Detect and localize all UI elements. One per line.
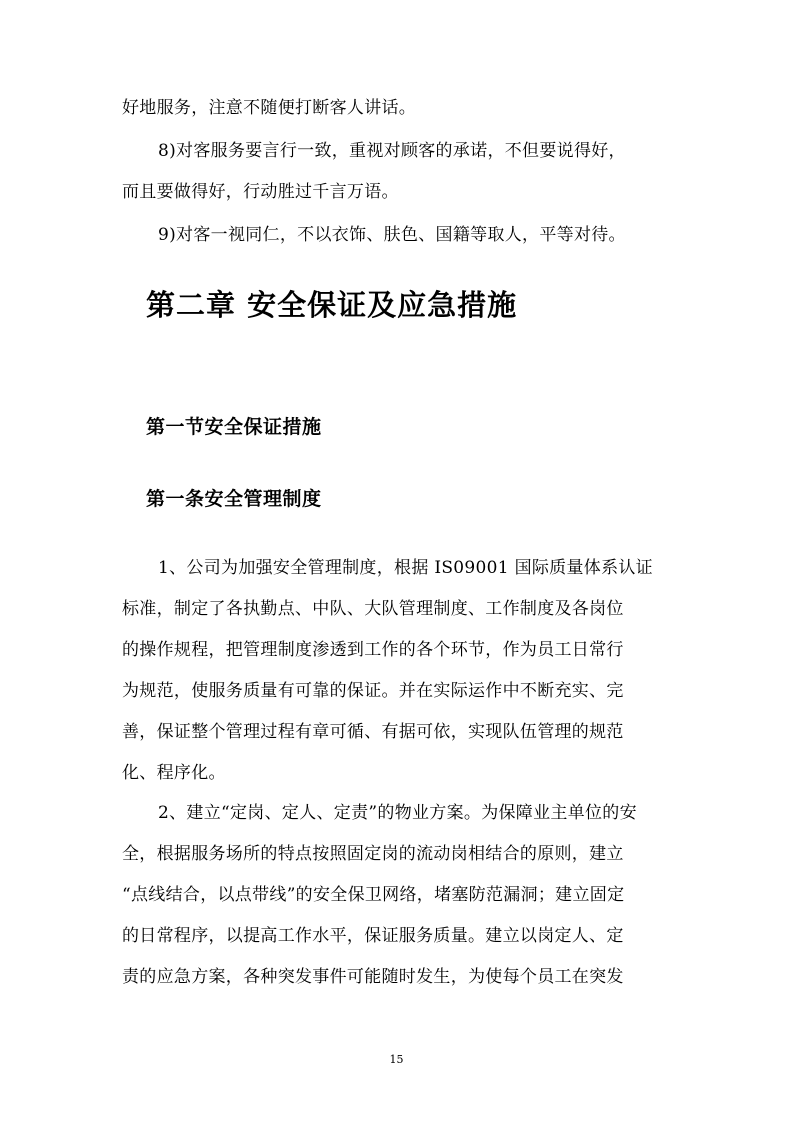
text-line: 好地服务，注意不随便打断客人讲话。 [122,98,417,118]
text-line: 1、公司为加强安全管理制度，根据 IS09001 国际质量体系认证 [158,558,653,578]
text-line: 9)对客一视同仁，不以衣饰、肤色、国籍等取人，平等对待。 [158,225,626,245]
text-line: 全，根据服务场所的特点按照固定岗的流动岗相结合的原则，建立 [122,844,624,864]
text-line: 的日常程序，以提高工作水平，保证服务质量。建立以岗定人、定 [122,926,624,946]
article-title: 第一条安全管理制度 [146,488,322,510]
intro-paragraph [122,88,670,256]
text-line: 而且要做得好，行动胜过千言万语。 [122,182,399,202]
section-title: 第一节安全保证措施 [146,416,322,438]
text-line: 化、程序化。 [122,763,226,783]
text-line: “点线结合，以点带线”的安全保卫网络，堵塞防范漏洞；建立固定 [122,885,625,905]
paragraph-1 [122,548,670,794]
text-line: 为规范，使服务质量有可靠的保证。并在实际运作中不断充实、完 [122,681,624,701]
page-number: 15 [389,1053,404,1066]
text-line: 责的应急方案，各种突发事件可能随时发生，为使每个员工在突发 [122,967,624,987]
text-line: 2、建立“定岗、定人、定责”的物业方案。为保障业主单位的安 [158,803,637,823]
text-line: 标准，制定了各执勤点、中队、大队管理制度、工作制度及各岗位 [122,599,624,619]
text-line: 的操作规程，把管理制度渗透到工作的各个环节，作为员工日常行 [122,640,624,660]
text-line: 8)对客服务要言行一致，重视对顾客的承诺，不但要说得好， [158,141,626,161]
chapter-title: 第二章 安全保证及应急措施 [146,288,518,322]
text-line: 善，保证整个管理过程有章可循、有据可依，实现队伍管理的规范 [122,722,624,742]
paragraph-2 [122,793,670,998]
